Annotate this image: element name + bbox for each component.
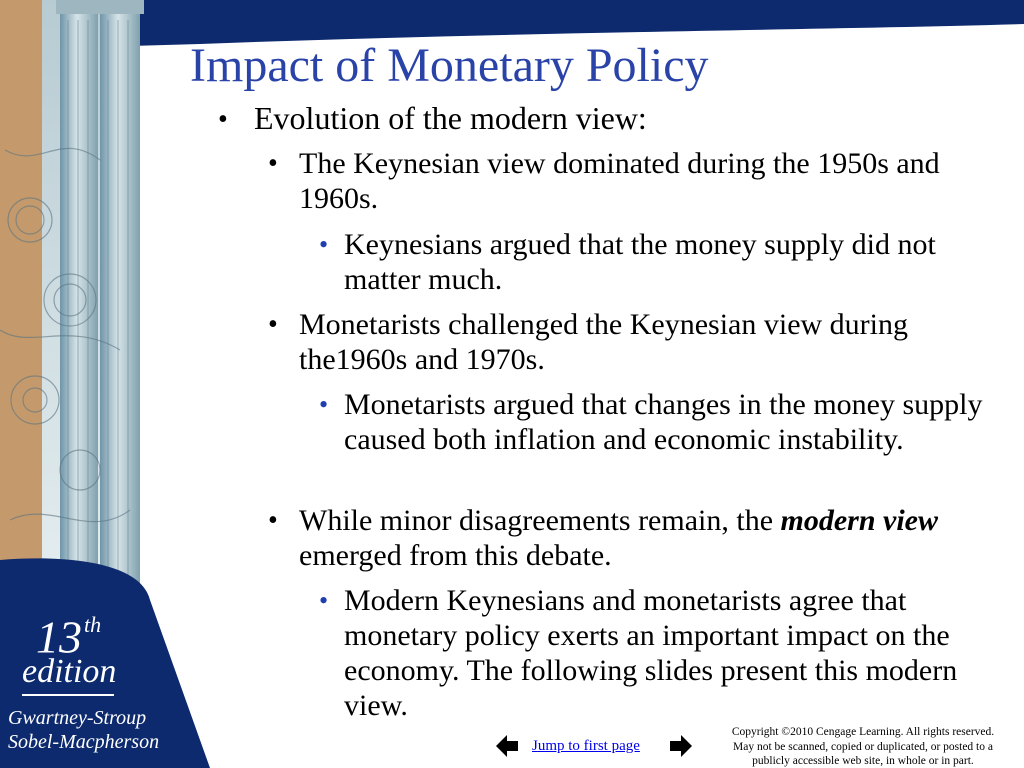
- copyright-line-2: May not be scanned, copied or duplicated, or posted to a: [733, 740, 993, 753]
- bullet-level3: Modern Keynesians and monetarists agree that monetary policy exerts an important impact on the economy. The following slides present this modern view.: [344, 584, 958, 722]
- bullet-text: While minor disagreements remain, the: [299, 504, 774, 537]
- slide-title: Impact of Monetary Policy: [190, 39, 709, 92]
- left-arrow-icon[interactable]: [494, 733, 520, 759]
- bullet-level2: [299, 503, 979, 573]
- bullet-level2: The Keynesian view dominated during the 1950s and 1960s.: [299, 147, 940, 215]
- bullet-level1: Evolution of the modern view:: [254, 100, 647, 136]
- bullet-marker: •: [268, 309, 278, 340]
- bullet-text: emerged from this debate.: [299, 539, 612, 572]
- edition-label: edition: [22, 653, 117, 690]
- bullet-marker: •: [319, 390, 329, 419]
- bullet-marker: •: [319, 586, 329, 615]
- bullet-level2: Monetarists challenged the Keynesian view during the1960s and 1970s.: [299, 308, 908, 376]
- copyright-line-1: Copyright ©2010 Cengage Learning. All rights reserved.: [731, 726, 995, 738]
- jump-to-first-page-link[interactable]: Jump to first page: [532, 738, 640, 754]
- authors-line-1: Gwartney-Stroup: [8, 707, 147, 729]
- copyright-notice: [704, 725, 1022, 768]
- edition-suffix: th: [84, 612, 102, 637]
- bullet-marker: •: [268, 148, 278, 179]
- bullet-level3: Monetarists argued that changes in the money supply caused both inflation and economic instability.: [344, 388, 983, 456]
- bullet-marker: •: [319, 230, 329, 259]
- bullet-level3: Keynesians argued that the money supply did not matter much.: [344, 228, 936, 296]
- copyright-line-3: publicly accessible web site, in whole or in part.: [752, 755, 974, 767]
- bullet-marker: •: [218, 104, 228, 135]
- edition-number: 13th: [36, 611, 102, 663]
- bullet-marker: •: [268, 505, 278, 536]
- emphasis-modern-view: modern view: [780, 504, 939, 537]
- right-arrow-icon[interactable]: [668, 733, 694, 759]
- authors-line-2: Sobel-Macpherson: [8, 731, 160, 753]
